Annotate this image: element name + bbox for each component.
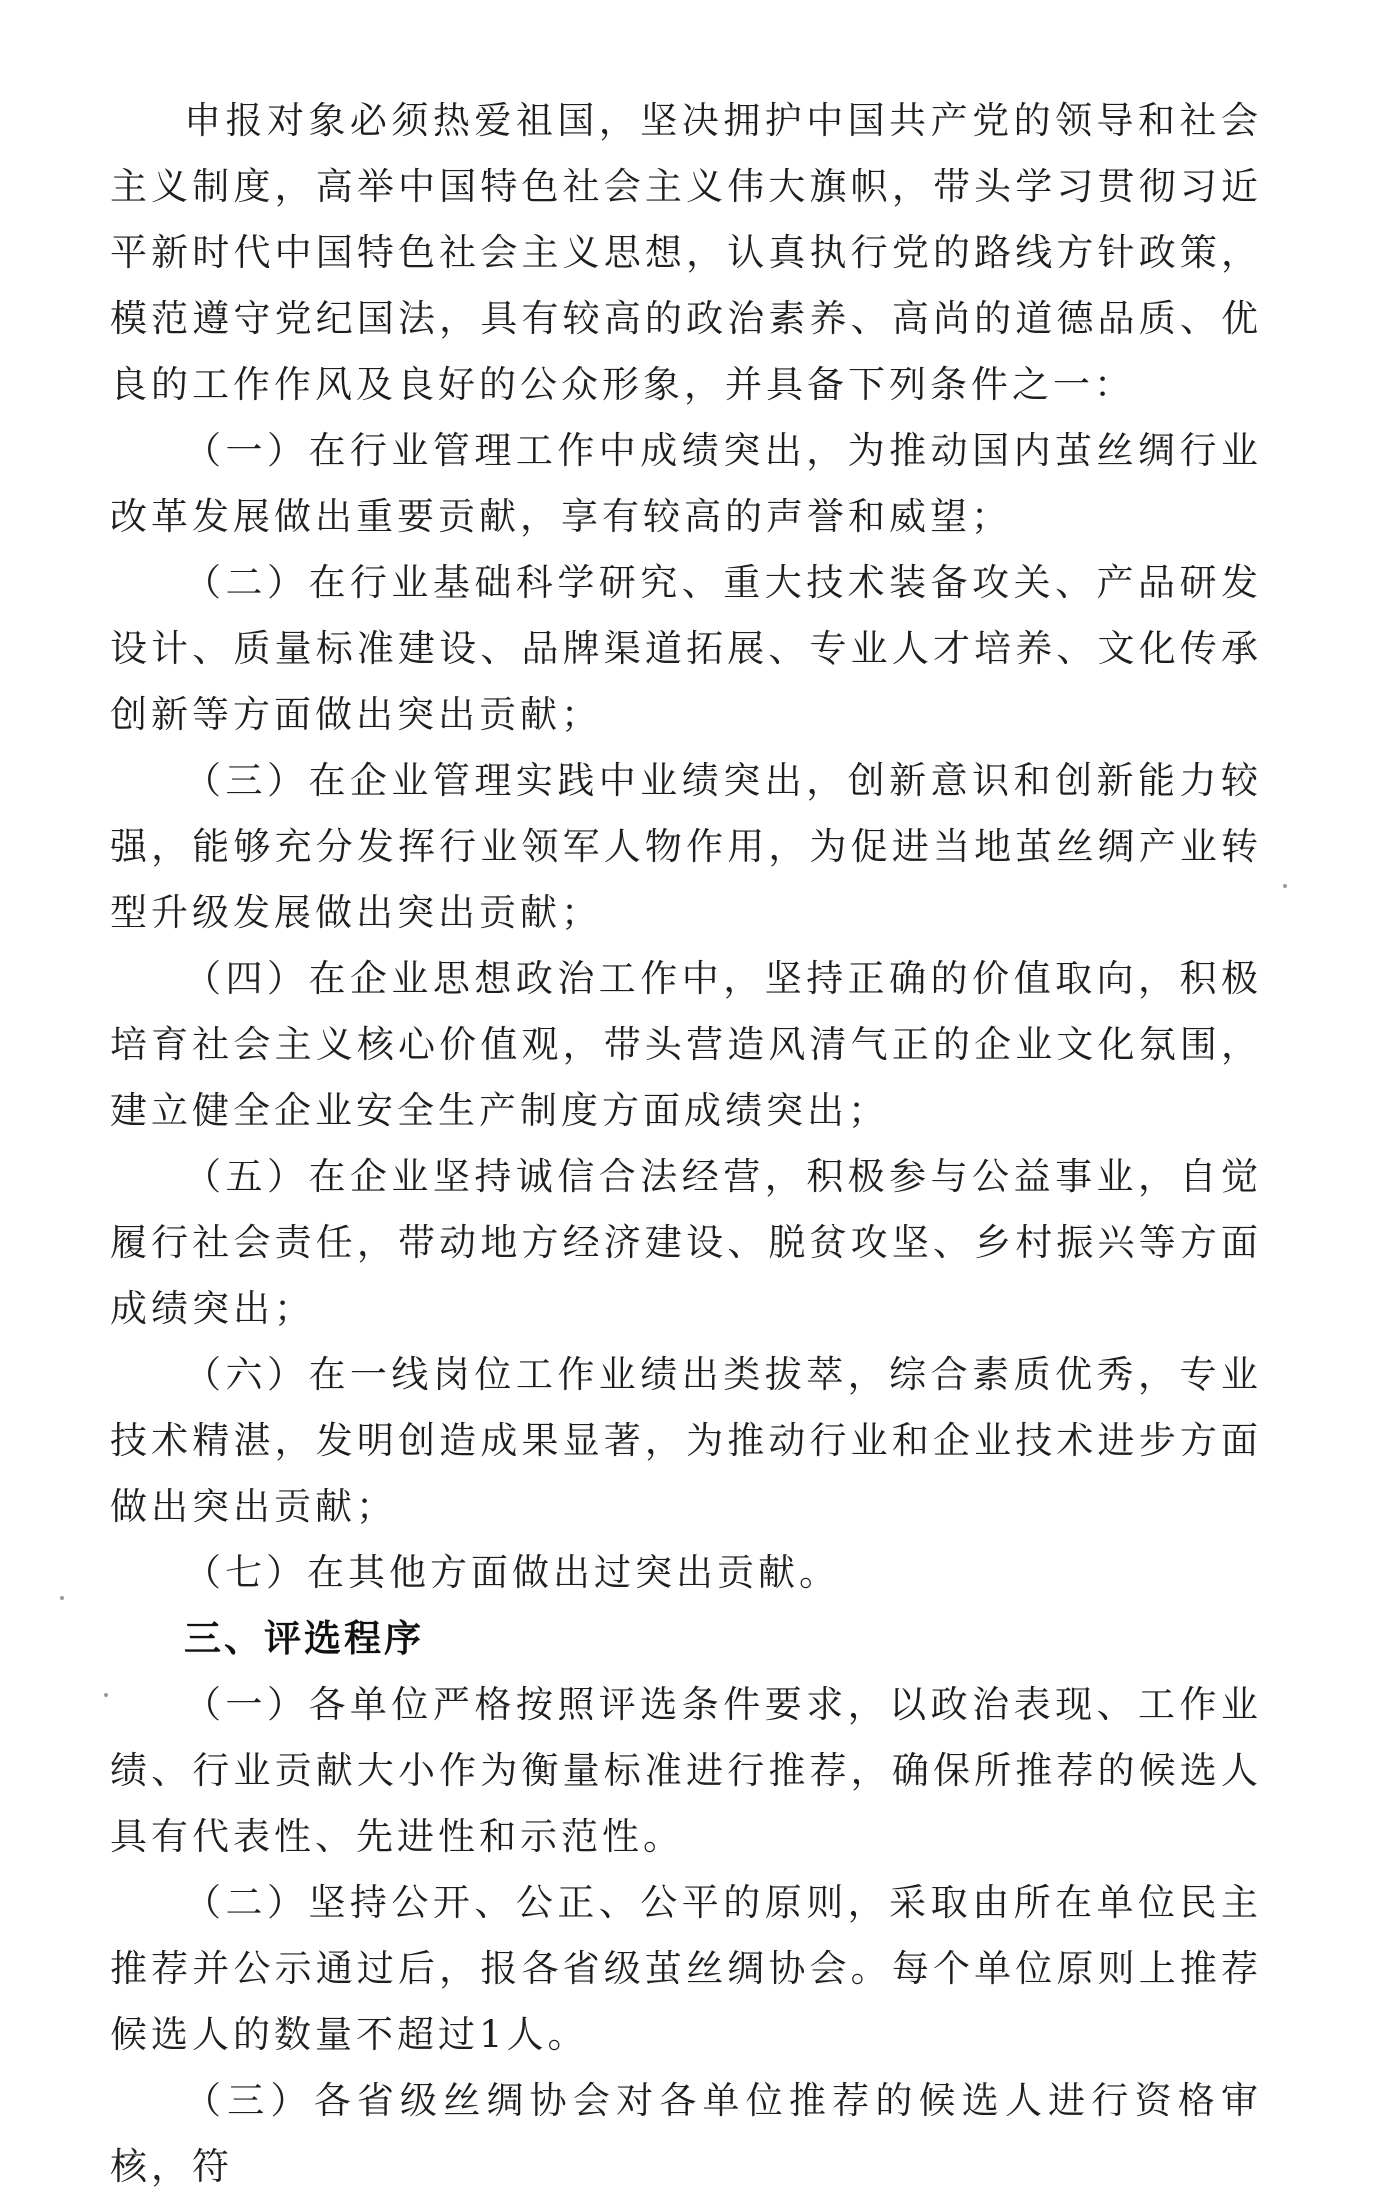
condition-3-paragraph: （三）在企业管理实践中业绩突出，创新意识和创新能力较强，能够充分发挥行业领军人物作用，为促进当地茧丝绸产业转型升级发展做出突出贡献；	[110, 759, 1262, 934]
procedure-3-paragraph: （三）各省级丝绸协会对各单位推荐的候选人进行资格审核，符	[110, 2079, 1262, 2188]
procedure-2-paragraph: （二）坚持公开、公正、公平的原则，采取由所在单位民主推荐并公示通过后，报各省级茧丝绸协会。每个单位原则上推荐候选人的数量不超过1人。	[110, 1881, 1262, 2056]
condition-4-paragraph: （四）在企业思想政治工作中，坚持正确的价值取向，积极培育社会主义核心价值观，带头营造风清气正的企业文化氛围，建立健全企业安全生产制度方面成绩突出；	[110, 957, 1262, 1132]
condition-7-paragraph: （七）在其他方面做出过突出贡献。	[184, 1551, 840, 1594]
condition-5-paragraph: （五）在企业坚持诚信合法经营，积极参与公益事业，自觉履行社会责任，带动地方经济建设、脱贫攻坚、乡村振兴等方面成绩突出；	[110, 1155, 1262, 1330]
procedure-1-paragraph: （一）各单位严格按照评选条件要求，以政治表现、工作业绩、行业贡献大小作为衡量标准进行推荐，确保所推荐的候选人具有代表性、先进性和示范性。	[110, 1683, 1262, 1858]
scan-speck	[60, 1596, 64, 1600]
section-heading: 三、评选程序	[184, 1617, 424, 1660]
scan-speck	[104, 1693, 108, 1697]
eligibility-intro-paragraph: 申报对象必须热爱祖国，坚决拥护中国共产党的领导和社会主义制度，高举中国特色社会主义伟大旗帜，带头学习贯彻习近平新时代中国特色社会主义思想，认真执行党的路线方针政策，模范遵守党纪国法，具有较高的政治素养、高尚的道德品质、优良的工作作风及良好的公众形象，并具备下列条件之一：	[110, 99, 1262, 406]
document-page	[110, 88, 1262, 2200]
condition-6-paragraph: （六）在一线岗位工作业绩出类拔萃，综合素质优秀，专业技术精湛，发明创造成果显著，为推动行业和企业技术进步方面做出突出贡献；	[110, 1353, 1262, 1528]
condition-2-paragraph: （二）在行业基础科学研究、重大技术装备攻关、产品研发设计、质量标准建设、品牌渠道拓展、专业人才培养、文化传承创新等方面做出突出贡献；	[110, 561, 1262, 736]
scan-speck	[1283, 884, 1287, 888]
condition-1-paragraph: （一）在行业管理工作中成绩突出，为推动国内茧丝绸行业改革发展做出重要贡献，享有较高的声誉和威望；	[110, 429, 1262, 538]
